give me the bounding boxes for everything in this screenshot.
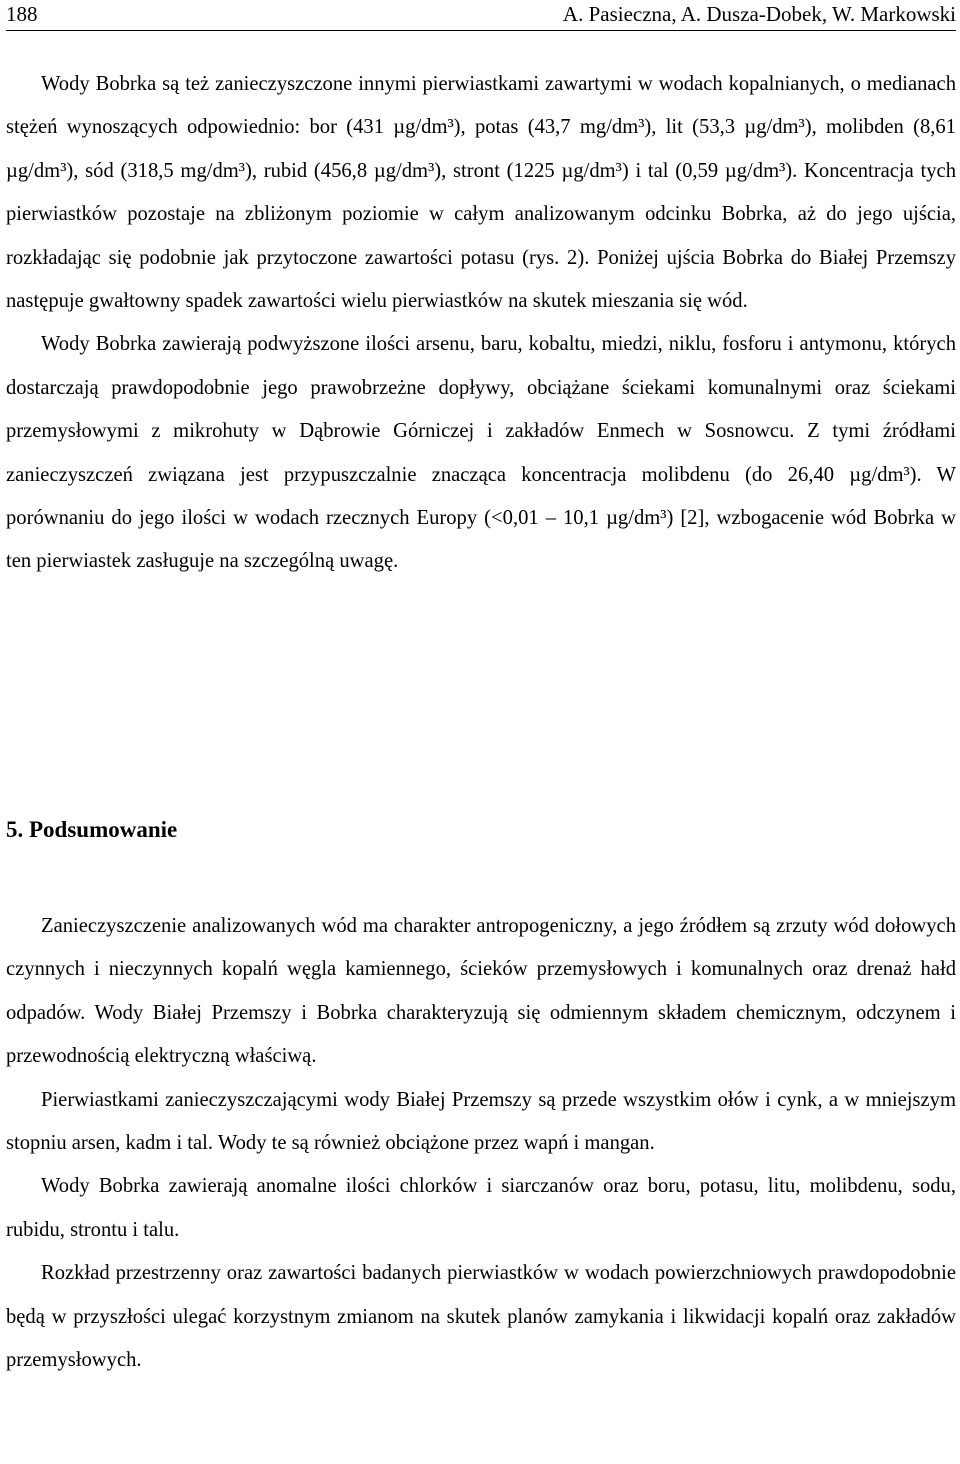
paragraph: Wody Bobrka są też zanieczyszczone innymi pierwiastkami zawartymi w wodach kopalnianych, o medianach stężeń wynoszących odpowiednio: bor (431 µg/dm³), potas (43,7 mg/dm³), lit (53,3 µg/dm³), molibden (8,61 µg/dm³), sód (318,5 mg/dm³), rubid (456,8 µg/dm³), stront (1225 µg/dm³) i tal (0,59 µg/dm³). Koncentracja tych pierwiastków pozostaje na zbliżonym poziomie w całym analizowanym odcinku Bobrka, aż do jego ujścia, rozkładając się podobnie jak przytoczone zawartości potasu (rys. 2). Poniżej ujścia Bobrka do Białej Przemszy następuje gwałtowny spadek zawartości wielu pierwiastków na skutek mieszania się wód. <box>6 73 956 313</box>
document-page <box>6 0 956 1464</box>
page-number: 188 <box>6 2 38 26</box>
paragraph: Wody Bobrka zawierają anomalne ilości chlorków i siarczanów oraz boru, potasu, litu, molibdenu, sodu, rubidu, strontu i talu. <box>6 1175 956 1241</box>
paragraph: Zanieczyszczenie analizowanych wód ma charakter antropogeniczny, a jego źródłem są zrzuty wód dołowych czynnych i nieczynnych kopalń węgla kamiennego, ścieków przemysłowych i komunalnych oraz drenaż hałd odpadów. Wody Białej Przemszy i Bobrka charakteryzują się odmiennym składem chemicznym, odczynem i przewodnością elektryczną właściwą. <box>6 915 956 1068</box>
paragraph: Pierwiastkami zanieczyszczającymi wody Białej Przemszy są przede wszystkim ołów i cynk, a w mniejszym stopniu arsen, kadm i tal. Wody te są również obciążone przez wapń i mangan. <box>6 1088 956 1155</box>
running-header <box>6 2 956 31</box>
paragraph: Rozkład przestrzenny oraz zawartości badanych pierwiastków w wodach powierzchniowych prawdopodobnie będą w przyszłości ulegać korzystnym zmianom na skutek planów zamykania i likwidacji kopalń oraz zakładów przemysłowych. <box>6 1262 956 1372</box>
paragraph: Wody Bobrka zawierają podwyższone ilości arsenu, baru, kobaltu, miedzi, niklu, fosforu i antymonu, których dostarczają prawdopodobnie jego prawobrzeżne dopływy, obciążane ściekami komunalnymi oraz ściekami przemysłowymi z mikrohuty w Dąbrowie Górniczej i zakładów Enmech w Sosnowcu. Z tymi źródłami zanieczyszczeń związana jest przypuszczalnie znacząca koncentracja molibdenu (do 26,40 µg/dm³). W porównaniu do jego ilości w wodach rzecznych Europy (<0,01 – 10,1 µg/dm³) [2], wzbogacenie wód Bobrka w ten pierwiastek zasługuje na szczególną uwagę. <box>6 333 956 573</box>
body-text-upper <box>6 63 956 584</box>
body-text-summary <box>6 905 956 1382</box>
section-heading: 5. Podsumowanie <box>6 817 178 842</box>
running-header-authors: A. Pasieczna, A. Dusza-Dobek, W. Markowski <box>562 2 956 26</box>
